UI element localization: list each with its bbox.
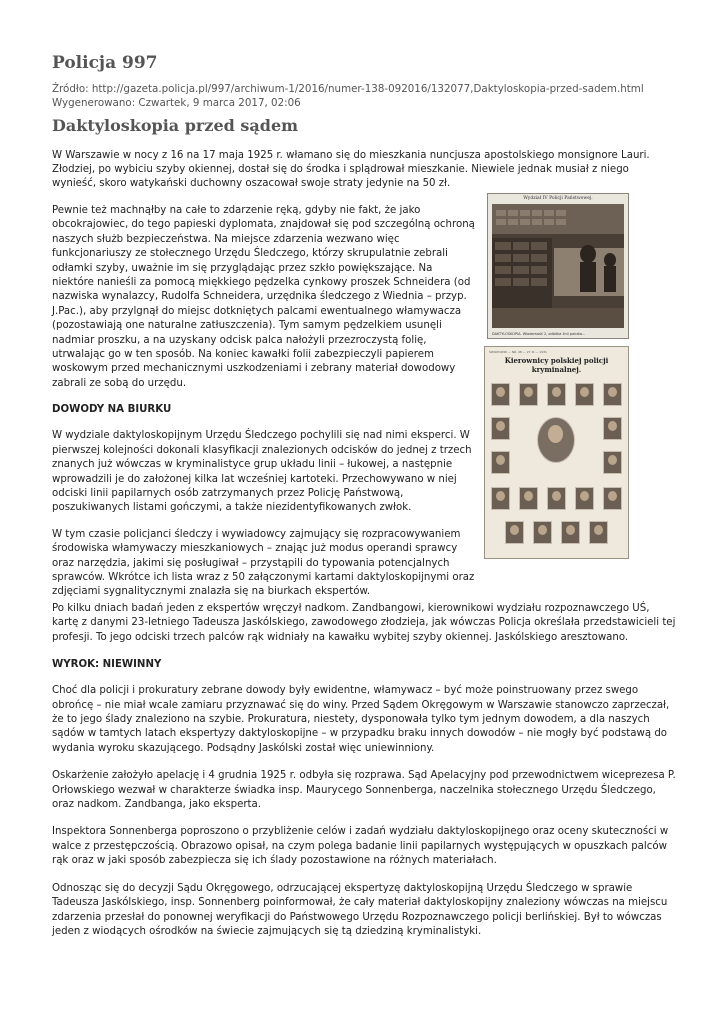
paragraph-1: Pewnie też machnąłby na całe to zdarzenie ręką, gdyby nie fakt, że jako obcokrajowiec, do tego papieski dyplomata, znajdował się pod szczególną ochroną naszych służb bezpieczeństwa. Na miejsce zdarzenia wezwano więc funkcjonariuszy ze stołecznego Urzędu Śledczego, którzy skrupulatnie zebrali odłamki szyby, uważnie im się przyglądając przez szkło powiększające. Na niektóre nanieśli za pomocą miękkiego pędzelka cynkowy proszek Schneidera (od nazwiska wynalazcy, Rudolfa Schneidera, urzędnika śledczego z Wiednia – przyp. J.Pac.), aby przylgnął do miejsc dotkniętych palcami ewentualnego włamywacza (pozostawiają one naturalne zatłuszczenia). Tym samym pędzelkiem usunęli nadmiar proszku, a na uzyskany odcisk palca nałożyli przezroczystą folię, utrwalając go w ten sposób. Na koniec kawałki folii zabezpieczyli papierem woskowym przed mechanicznymi uszkodzeniami i zebrany materiał dowodowy zabrali ze sobą do urzędu. bbox=[52, 205, 475, 389]
archive-photo-portraits bbox=[484, 346, 629, 559]
site-title: Policja 997 bbox=[52, 53, 158, 73]
paragraph-2: W wydziale daktyloskopijnym Urzędu Śledczego pochylili się nad nimi eksperci. W pierwszej kolejności dokonali klasyfikacji znalezionych odcisków do jednej z trzech znanych już wówczas w kryminalistyce grup układu linii – łukowej, a następnie wprowadzili je do założonej kilka lat wcześniej kartoteki. Przechowywano w niej odciski linii papilarnych osób zatrzymanych przez Policję Państwową, poszukiwanych listami gończymi, a także niezidentyfikowanych zwłok. bbox=[52, 430, 472, 514]
newspaper-header: ŚWIATOWID — NR. 48 — 27 XI — 1931 bbox=[489, 350, 547, 354]
portrait bbox=[491, 417, 510, 440]
portrait bbox=[491, 383, 510, 406]
portraits-headline: Kierownicy polskiej policji kryminalnej. bbox=[504, 356, 609, 374]
source-line: Źródło: http://gazeta.policja.pl/997/archiwum-1/2016/numer-138-092016/132077,Daktyloskopia-przed-sadem.html bbox=[52, 83, 644, 95]
portrait bbox=[547, 383, 566, 406]
article-column bbox=[52, 204, 477, 612]
article-title: Daktyloskopia przed sądem bbox=[52, 116, 299, 135]
generated-line: Wygenerowano: Czwartek, 9 marca 2017, 02:06 bbox=[52, 96, 301, 109]
paragraph-6: Oskarżenie założyło apelację i 4 grudnia 1925 r. odbyła się rozprawa. Sąd Apelacyjny pod przewodnictwem wiceprezesa P. Orłowskiego wezwał w charakterze świadka insp. Maurycego Sonnenberga, naczelnika stołecznego Urzędu Śledczego, oraz nadkom. Zandbanga, jako eksperta. bbox=[52, 770, 676, 811]
portrait bbox=[575, 383, 594, 406]
portrait bbox=[519, 487, 538, 510]
portrait-large bbox=[537, 417, 575, 463]
paragraph-3: W tym czasie policjanci śledczy i wywiadowcy zajmujący się rozpracowywaniem środowiska włamywaczy mieszkaniowych – znając już modus operandi sprawcy oraz narzędzia, jakimi się posługiwał – przystąpili do typowania potencjalnych sprawców. Wkrótce ich lista wraz z 50 załączonymi kartami daktyloskopijnymi oraz zdjęciami sygnalitycznymi znalazła się na biurkach ekspertów. bbox=[52, 528, 475, 598]
portrait bbox=[561, 521, 580, 544]
office-scene-image bbox=[492, 204, 624, 328]
paragraph-8: Odnosząc się do decyzji Sądu Okręgowego, odrzucającej ekspertyzę daktyloskopijną Urzędu Śledczego w sprawie Tadeusza Jaskólskiego, insp. Sonnenberg poinformował, że cały materiał daktyloskopijny znaleziony wówczas na miejscu zdarzenia przesłał do ponownej weryfikacji do Państwowego Urzędu Rozpoznawczego policji berlińskiej. Był to wówczas jeden z wiodących ośrodków na świecie zajmujących się tą dziedziną kryminalistyki. bbox=[52, 882, 668, 937]
portrait bbox=[575, 487, 594, 510]
archive-photo-office bbox=[487, 193, 629, 339]
paragraph-7: Inspektora Sonnenberga poproszono o przybliżenie celów i zadań wydziału daktyloskopijnego oraz oceny skuteczności w walce z przestępczością. Obrazowo opisał, na czym polega badanie linii papilarnych występujących w opuszkach palców rąk oraz w jaki sposób zabezpiecza się ich ślady pozostawione na różnych materiałach. bbox=[52, 826, 669, 867]
portrait bbox=[519, 383, 538, 406]
portrait bbox=[505, 521, 524, 544]
article-body-full bbox=[52, 602, 677, 952]
portrait-grid bbox=[491, 383, 622, 553]
portrait bbox=[603, 383, 622, 406]
portrait bbox=[603, 451, 622, 474]
document-meta bbox=[52, 83, 644, 110]
portrait bbox=[589, 521, 608, 544]
portrait bbox=[491, 451, 510, 474]
portrait bbox=[491, 487, 510, 510]
paragraph-5: Choć dla policji i prokuratury zebrane dowody były ewidentne, włamywacz – być może poinstruowany przez swego obrońcę – nie miał wcale zamiaru przyznawać się do winy. Przed Sądem Okręgowym w Warszawie stanowczo zaprzeczał, że to jego ślady znaleziono na szybie. Prokuratura, niestety, dysponowała tylko tym jednym dowodem, a dla naszych sądów w tamtych latach ekspertyzy daktyloskopijne – w przypadku braku innych dowodów – nie mogły być podstawą do wydania wyroku skazującego. Podsądny Jaskólski został więc uniewinniony. bbox=[52, 685, 670, 754]
portrait bbox=[547, 487, 566, 510]
section-heading-evidence: DOWODY NA BIURKU bbox=[52, 404, 172, 416]
portrait bbox=[603, 417, 622, 440]
portrait bbox=[533, 521, 552, 544]
article-intro: W Warszawie w nocy z 16 na 17 maja 1925 r. włamano się do mieszkania nuncjusza apostolskiego monsignore Lauri. Złodziej, po wybiciu szyby okiennej, dostał się do środka i splądrował mieszkanie. Niewiele jednak musiał z niego wynieść, skoro watykański duchowny oszacował swoje straty jedynie na 50 zł. bbox=[52, 150, 650, 189]
paragraph-4: Po kilku dniach badań jeden z ekspertów wręczył nadkom. Zandbangowi, kierownikowi wydziału rozpoznawczego UŚ, kartę z danymi 23-letniego Tadeusza Jaskólskiego, zawodowego złodzieja, jak wówczas Policja określała przedstawicieli tej profesji. To jego odciski trzech palców rąk widniały na kawałku wybitej szyby okiennej. Jaskólskiego aresztowano. bbox=[52, 603, 676, 643]
photo-caption-top: Wydział IV Policji Państwowej. bbox=[523, 196, 593, 201]
portrait bbox=[603, 487, 622, 510]
photo-caption-bottom: DAKTYLOSKOPIA. Wiadomość 2, odbitka linii palców... bbox=[492, 332, 586, 336]
section-heading-verdict: WYROK: NIEWINNY bbox=[52, 659, 162, 671]
